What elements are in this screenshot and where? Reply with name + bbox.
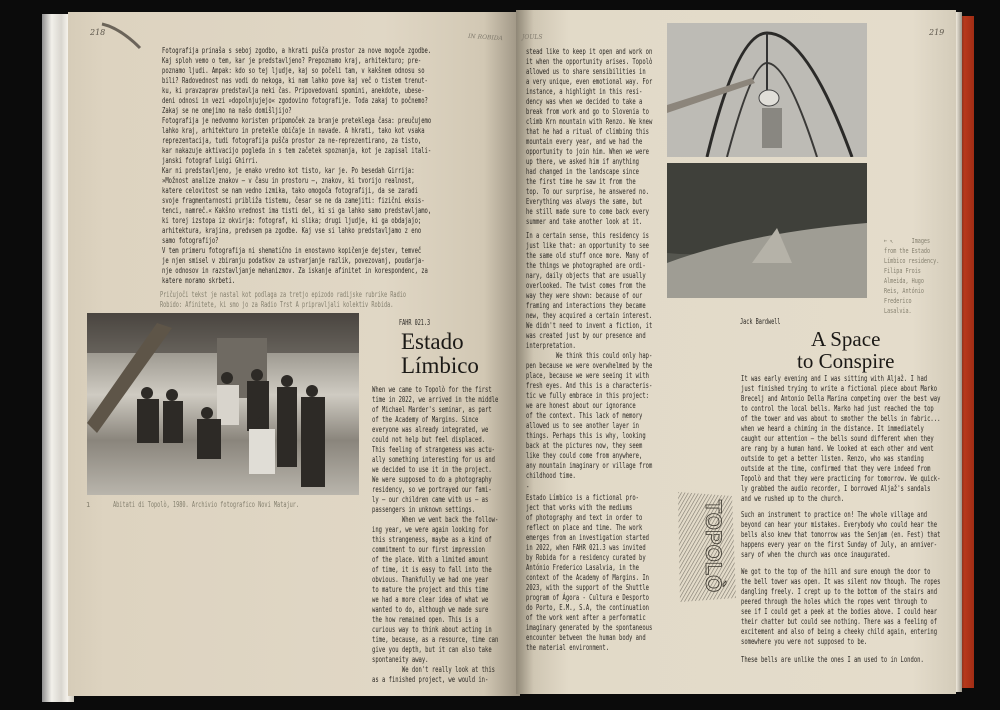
running-header: JOULS: [522, 34, 543, 41]
figure-number: 1: [86, 501, 91, 509]
article-author: FAHR 021.3: [399, 318, 431, 327]
article-paragraph: Such an instrument to practice on! The whole village and beyond can hear your mistakes. Everybody who could hear the bells also knew that tomorrow was the Senjam (en. Fest) that happens every year on the first Sunday of July, an anniver- sary of when the church was once inaugurated.: [741, 510, 941, 559]
photo-figures: [87, 313, 359, 495]
source-note: Pričujoči tekst je nastal kot podlaga za tretjo epizodo radijske rubrike Radio Robido: Afinitete, ki smo jo za Radio Trst A pripravljali kolektiv Robida.: [160, 290, 407, 309]
intro-paragraph: Kar ni predstavljeno, je enako vredno kot tisto, kar je. Po besedah Girrija: »Možnost analize znakov – v času in prostoru –, znakov, ki tvorijo realnost, katere celovitost se nam vedno izmika, tako omogoča fotografiji, da se zaradi svoje fragmentarnosti približa tistemu, česar se ne da zamejiti: fizični eksis- tenci, namreč.« Kakšno vrednost ima tisti del, ki si ga lahko samo predstavljamo, ki torej izstopa iz okvirja: fotograf, ki slika; drugi ljudje, ki ga obdajajo; arhitektura, krajina, predvsem pa zgodbe. Kaj vse si lahko predstavljamo z eno samo fotografijo?: [162, 166, 432, 245]
article-title: A Space to Conspire: [797, 327, 895, 373]
article-paragraph: It was early evening and I was sitting with Aljaž. I had just finished trying to write a fictional piece about Marko Brecelj and Antonio Della Marina competing over the best way to control the local bells. Marko had just reached the top of the tower and was about to smother the bells in fabric... when we heard a chiming in the distance. It immediately caught our attention – the bells sound different when they are rang by a human hand. We looked at each other and went outside to get a better listen. Renzo, who was standing outside at the time, confirmed that they were indeed from Topolò and that they were practicing for tomorrow. We quick- ly grabbed the audio recorder, I borrowed Aljaž's sandals and we rushed up to the church.: [741, 374, 941, 503]
article-title: Estado Límbico: [401, 329, 479, 378]
article-paragraph: We got to the top of the hill and sure enough the door to the bell tower was open. It was silent now though. The ropes dangling freely. I crept up to the bottom of the stairs and peered through the holes which the ropes went through to see if I could get a peek at the bodies above. I could hear their chatter but could see nothing. There was a feeling of excitement and also of being a cheeky child again, entering somewhere you were not supposed to be.: [741, 567, 941, 646]
landscape-photo: [667, 163, 867, 298]
page-number: 219: [929, 28, 945, 37]
column-paragraph: We don't really look at this as a finished project, we would in-: [372, 665, 495, 684]
swing-frame-drawing: [667, 23, 867, 157]
intro-paragraph: Fotografija prinaša s seboj zgodbo, a hkrati pušča prostor za nove mogoče zgodbe. Kaj sploh vemo o tem, kar je predstavljeno? Prepoznamo kraj, arhitekturo; pre- poznamo ljudi. Ampak: kdo so tej ljudje, kaj so počeli tam, v kakšnem odnosu so bili? Radovednost nas vodi do nekoga, ki nam lahko pove kaj več o tistem trenut- ku, ki pravzaprav predstavlja neki čas. Pripovedovani spomini, anekdote, ubese- deni odnosi in vezi »dopolnjujejo« zgodovino fotografije. Toda zakaj to počnemo? Zakaj se ne omejimo na našo domišljijo?: [162, 46, 432, 115]
column-paragraph: stead like to keep it open and work on it when the opportunity arises. Topolò allowed us to share sensibilities in a very unique, even emotional way. For instance, a highlight in this resi- dency was when we decided to take a break from work and go to Slovenia to climb Krn mountain with Renzo. We knew that he had a ritual of climbing this mountain every year, and we had the opportunity to join him. When we were up there, we asked him if anything had changed in the landscape since the first time he saw it from the top. To our surprise, he answered no. Everything was always the same, but he still made sure to come back every summer and take another look at it.: [526, 47, 653, 226]
page-number: 218: [90, 28, 106, 37]
running-header: IN ROBIDA: [467, 32, 504, 43]
stamp-drawing-icon: [670, 488, 742, 606]
intro-paragraph: Fotografija je nedvomno koristen pripomoček za branje preteklega časa: preučujemo lahko kraj, arhitekturo in pretekle običaje in navade. A hkrati, tako kot vsaka reprezentacija, tudi fotografija pušča prostor za ne-reprezentirano, za tisto, kar nakazuje aktivacijo pogleda in s tem začetek spoznanja, kot je zapisal itali- janski fotograf Luigi Ghirri.: [162, 116, 432, 165]
article-author: Jack Bardwell: [740, 317, 781, 326]
column-paragraph: In a certain sense, this residency is just like that: an opportunity to see the same old stuff once more. Many of the things we photographed are ordi- nary, daily objects that are usually overlooked. The twist comes from the way they were shown: because of our framing and interactions they became new, they acquired a certain interest. We didn't need to invent a fiction, it was created just by our presence and interpretation.: [526, 231, 653, 350]
ink-smudge-icon: [100, 20, 145, 50]
image-caption: ← ↖ Images from the Estado Límbico residency. Filipa Frois Almeida, Hugo Reis, António Frederico Lasalvia.: [884, 236, 940, 315]
column-paragraph: When we came to Topolò for the first time in 2022, we arrived in the middle of Michael Marder's seminar, as part of the Academy of Margins. Since everyone was already integrated, we could not help but feel displaced. This feeling of strangeness was actu- ally something interesting for us and we decided to use it in the project. We were supposed to do a photography residency, so we portrayed our fami- ly – our children came with us – as passengers in unknown settings.: [372, 385, 499, 514]
svg-text:TOPOLÒ: TOPOLÒ: [701, 499, 726, 593]
figure-caption: Abitati di Topolò, 1980. Archivio fotografico Novi Matajur.: [113, 500, 300, 509]
swing-frame-photo: [667, 23, 867, 157]
column-paragraph: Estado Límbico is a fictional pro- ject that works with the mediums of photography and text in order to reflect on place and time. The work emerges from an investigation started in 2022, when FAHR 021.3 was invited by Robida for a residency curated by António Frederico Lasalvia, in the context of the Academy of Margins. In 2023, with the support of the Shuttle program of Ágora - Cultura e Desporto do Porto, E.M., S.A, the continuation of the work went after a performatic imaginary generated by the spontaneous encounter between the human body and the material environment.: [526, 493, 653, 652]
section-divider: -: [526, 482, 530, 491]
article-paragraph: These bells are unlike the ones I am used to in London.: [741, 655, 924, 664]
column-paragraph: We think this could only hap- pen because we were overwhelmed by the place, because we were seeing it with fresh eyes. And this is a characteris- tic we fully embrace in this project: we are honest about our ignorance of the context. This lack of memory allowed us to see another layer in things. Perhaps this is why, looking back at the pictures now, they seem like they could come from anywhere, any mountain imaginary or village from childhood time.: [526, 351, 653, 480]
intro-paragraph: V tem primeru fotografija ni shematično in enostavno kopičenje dejstev, temveč je njen smisel v zbiranju podatkov za ustvarjanje razlik, povezovanj, poudarja- nje odnosov in razstavljanje mehanizmov. Za iskanje afinitet in korespondenc, za katere moramo skrbeti.: [162, 246, 428, 285]
archive-group-photo: [87, 313, 359, 495]
landscape-drawing: [667, 163, 867, 298]
column-paragraph: When we went back the follow- ing year, we were again looking for this strangeness, maybe as a kind of commitment to our first impression of the place. With a limited amount of time, it is easy to fall into the obvious. Thankfully we had one year to mature the project and this time we had a more clear idea of what we wanted to do, although we made sure the how remained open. This is a curious way to think about acting in time, because, as a resource, time can give you depth, but it can also take spontaneity away.: [372, 515, 499, 664]
